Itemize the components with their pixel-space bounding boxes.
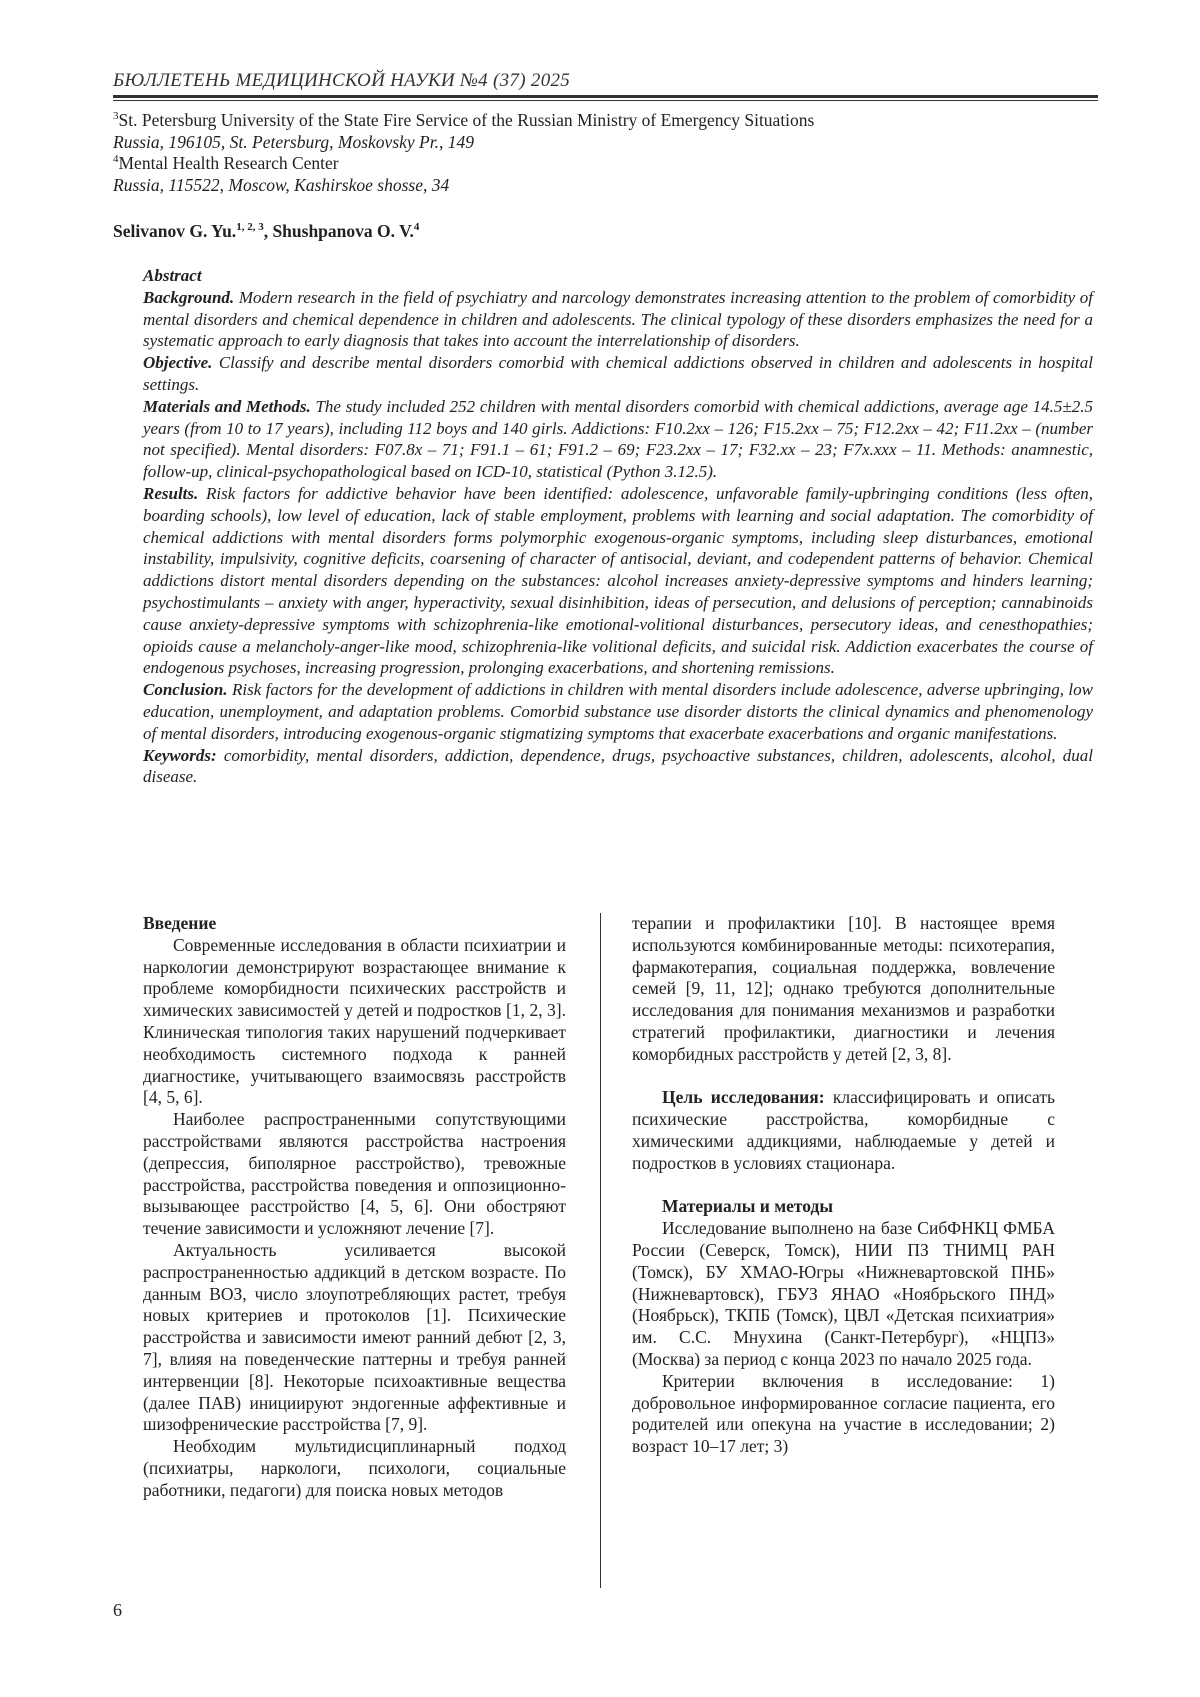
header-rule-thick — [113, 95, 1098, 98]
intro-paragraph-4: Необходим мультидисциплинарный подход (психиатры, наркологи, психологи, социальные работники, педагоги) для поиска новых методов — [143, 1436, 566, 1500]
abstract-keywords: Keywords: comorbidity, mental disorders, addiction, dependence, drugs, psychoactive substances, children, adolescents, alcohol, dual disease. — [143, 745, 1093, 787]
affiliation-4-name: $^4$Mental Health Research Center — [113, 153, 339, 174]
methods-heading: Материалы и методы — [662, 1196, 834, 1217]
column-divider — [600, 913, 601, 1588]
header-rule-thin — [113, 100, 1098, 101]
intro-paragraph-2: Наиболее распространенными сопутствующими расстройствами являются расстройства настроения (депрессия, биполярное расстройство), тревожные расстройства, расстройства поведения и оппозиционно-вызывающее расстройство [4, 5, 6]. Они обостряют течение зависимости и усложняют лечение [7]. — [143, 1109, 566, 1239]
abstract-methods: Materials and Methods. The study included 252 children with mental disorders comorbid with chemical addictions, average age 14.5±2.5 years (from 10 to 17 years), including 112 boys and 140 girls. Addictions: F10.2xx – 126; F15.2xx – 75; F12.2xx – 42; F11.2xx – (number not specified). Mental disorders: F07.8x – 71; F91.1 – 61; F91.2 – 69; F23.2xx – 17; F32.xx – 23; F7x.xxx – 11. Methods: anamnestic, follow-up, clinical-psychopathological based on ICD-10, statistical (Python 3.12.5). — [143, 396, 1093, 482]
abstract-conclusion: Conclusion. Risk factors for the development of addictions in children with mental disorders include adolescence, adverse upbringing, low education, unemployment, and adaptation problems. Comorbid substance use disorder distorts the clinical dynamics and phenomenology of mental disorders, introducing exogenous-organic stigmatizing symptoms that exacerbate exacerbations and organic manifestations. — [143, 680, 1093, 743]
methods-paragraph-2: Критерии включения в исследование: 1) добровольное информированное согласие пациента, его родителей или опекуна на участие в исследовании; 2) возраст 10–17 лет; 3) — [632, 1370, 1055, 1457]
affiliations — [113, 110, 1098, 197]
introduction-heading: Введение — [143, 913, 217, 933]
abstract-background: Background. Modern research in the field of psychiatry and narcology demonstrates increasing attention to the problem of comorbidity of mental disorders and chemical dependence in children and adolescents. The clinical typology of these disorders emphasizes the need for a systematic approach to early diagnosis that takes into account the interrelationship of disorders. — [143, 287, 1093, 351]
abstract-objective: Objective. Classify and describe mental disorders comorbid with chemical addictions observed in children and adolescents in hospital settings. — [143, 353, 1093, 394]
intro-paragraph-continued: терапии и профилактики [10]. В настоящее время используются комбинированные методы: психотерапия, фармакотерапия, социальная поддержка, вовлечение семей [9, 11, 12]; однако требуются дополнительные исследования для понимания механизмов и разработки стратегий профилактики, диагностики и лечения коморбидных расстройств у детей [2, 3, 8]. — [632, 913, 1055, 1064]
abstract-title: Abstract — [143, 266, 202, 285]
abstract — [143, 265, 1093, 788]
affiliation-3-name: $^3$St. Petersburg University of the State Fire Service of the Russian Ministry of Emergency Situations — [113, 110, 815, 130]
right-column — [632, 913, 1055, 1458]
affiliation-3-address: Russia, 196105, St. Petersburg, Moskovsky Pr., 149 — [113, 131, 474, 152]
author-list: Selivanov G. Yu.$^{1, 2, 3}$, Shushpanova O. V.$^4$ — [113, 221, 420, 241]
intro-paragraph-3: Актуальность усиливается высокой распространенностью аддикций в детском возрасте. По данным ВОЗ, число злоупотребляющих растет, требуя новых критериев и протоколов [1]. Психические расстройства и зависимости имеют ранний дебют [2, 3, 7], влияя на поведенческие паттерны и требуя ранней интервенции [8]. Некоторые психоактивные вещества (далее ПАВ) инициируют эндогенные аффективные и шизофренические расстройства [7, 9]. — [143, 1239, 566, 1435]
aim-paragraph: Цель исследования: классифицировать и описать психические расстройства, коморбидные с химическими аддикциями, наблюдаемые у детей и подростков в условиях стационара. — [632, 1087, 1055, 1173]
affiliation-4-address: Russia, 115522, Moscow, Kashirskoe shosse, 34 — [113, 175, 450, 196]
abstract-results: Results. Risk factors for addictive behavior have been identified: adolescence, unfavorable family-upbringing conditions (less often, boarding schools), low level of education, lack of stable employment, problems with learning and social adaptation. The comorbidity of chemical addictions with mental disorders forms polymorphic exogenous-organic symptoms, including sleep disturbances, emotional instability, impulsivity, cognitive deficits, coarsening of character of antisocial, deviant, and codependent patterns of behavior. Chemical addictions distort mental disorders depending on the substances: alcohol increases anxiety-depressive symptoms and hinders learning; psychostimulants – anxiety with anger, hyperactivity, sexual disinhibition, ideas of persecution, and delusions of perception; cannabinoids cause anxiety-depressive symptoms with schizophrenia-like emotional-volitional disturbances, persecutory ideas, and cenesthopathies; opioids cause a melancholy-anger-like mood, schizophrenia-like volitional deficits, and suicidal risk. Addiction exacerbates the course of endogenous psychoses, increasing progression, prolonging exacerbations, and shortening remissions. — [143, 483, 1093, 678]
methods-paragraph-1: Исследование выполнено на базе СибФНКЦ ФМБА России (Северск, Томск), НИИ ПЗ ТНИМЦ РАН (Томск), БУ ХМАО-Югры «Нижневартовской ПНБ» (Нижневартовск), ГБУЗ ЯНАО «Ноябрьского ПНД» (Ноябрьск), ТКПБ (Томск), ЦВЛ «Детская психиатрия» им. С.С. Мнухина (Санкт-Петербург), «НЦПЗ» (Москва) за период с конца 2023 по начало 2025 года. — [632, 1218, 1055, 1369]
page-number: 6 — [113, 1600, 122, 1620]
intro-paragraph-1: Современные исследования в области психиатрии и наркологии демонстрируют возрастающее внимание к проблеме коморбидности психических расстройств и химических зависимостей у детей и подростков [1, 2, 3]. Клиническая типология таких нарушений подчеркивает необходимость системного подхода к ранней диагностике, учитывающего взаимосвязь расстройств [4, 5, 6]. — [143, 934, 566, 1108]
running-header: БЮЛЛЕТЕНЬ МЕДИЦИНСКОЙ НАУКИ №4 (37) 2025 — [113, 70, 571, 91]
left-column — [143, 913, 566, 1502]
